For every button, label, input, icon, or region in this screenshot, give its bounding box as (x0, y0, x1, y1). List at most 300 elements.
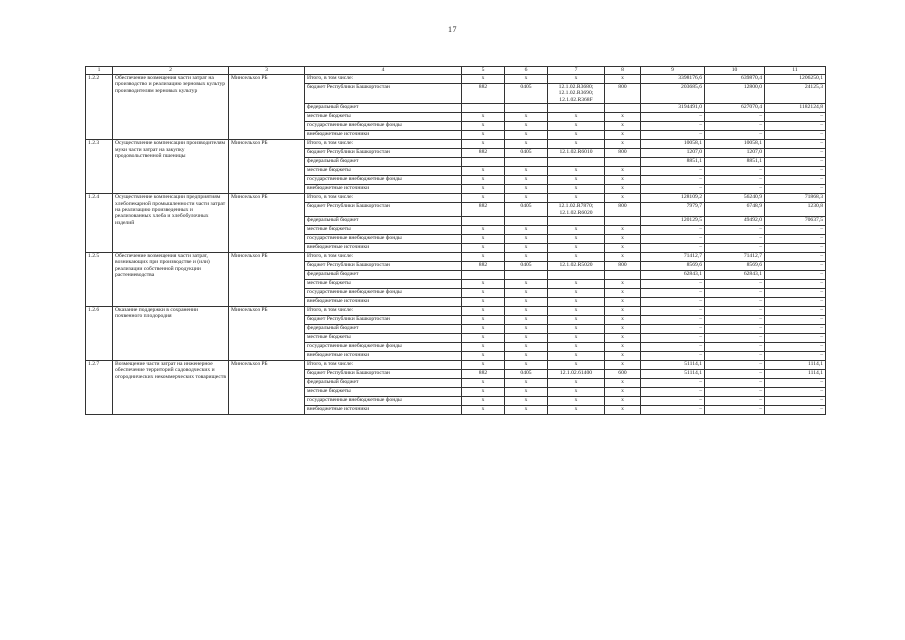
amount-year-2-cell: – (765, 280, 826, 289)
budget-code-cell: x (462, 226, 505, 235)
table-row (86, 75, 826, 84)
amount-year-2-cell: – (765, 388, 826, 397)
budget-code-cell: x (462, 334, 505, 343)
section-title: Обеспечение возмещения части затрат, возникающих при производстве и (или) реализации собственной продукции растениеводства (113, 253, 229, 307)
budget-code-cell: x (462, 113, 505, 122)
section-title: Оказание поддержки в сохранении почвенного плодородия (113, 307, 229, 361)
budget-code-cell: x (462, 235, 505, 244)
amount-total-cell: – (641, 352, 705, 361)
target-article-cell: x (548, 176, 605, 185)
column-number: 9 (641, 67, 705, 75)
expense-type-cell: x (605, 122, 641, 131)
target-article-cell: x (548, 122, 605, 131)
target-article-cell: x (548, 253, 605, 262)
funding-source: федеральный бюджет (305, 158, 462, 167)
budget-code-cell: x (462, 122, 505, 131)
column-number: 1 (86, 67, 113, 75)
amount-year-1-cell: – (705, 388, 765, 397)
budget-code-cell: x (462, 194, 505, 203)
section-number: 1.2.3 (86, 140, 113, 194)
funding-source: государственные внебюджетные фонды (305, 122, 462, 131)
expense-type-cell (605, 217, 641, 226)
budget-code-cell: 882 (462, 84, 505, 104)
target-article-cell: x (548, 334, 605, 343)
section-code-cell: x (505, 406, 548, 415)
amount-year-1-cell: – (705, 406, 765, 415)
amount-year-1-cell: – (705, 352, 765, 361)
amount-year-1-cell: – (705, 316, 765, 325)
amount-year-1-cell: – (705, 226, 765, 235)
section-code-cell: x (505, 113, 548, 122)
amount-year-2-cell: 1206250,1 (765, 75, 826, 84)
target-article-cell: x (548, 194, 605, 203)
section-number: 1.2.4 (86, 194, 113, 253)
target-article-cell (548, 217, 605, 226)
expense-type-cell: x (605, 397, 641, 406)
table-row (86, 194, 826, 203)
expense-type-cell: x (605, 140, 641, 149)
amount-year-2-cell: – (765, 253, 826, 262)
target-article-cell (548, 104, 605, 113)
amount-total-cell: – (641, 325, 705, 334)
expense-type-cell: 800 (605, 203, 641, 217)
target-article-cell: x (548, 352, 605, 361)
section-code-cell: x (505, 185, 548, 194)
amount-year-1-cell: – (705, 307, 765, 316)
funding-source: государственные внебюджетные фонды (305, 235, 462, 244)
amount-total-cell: – (641, 226, 705, 235)
funding-source: Итого, в том числе: (305, 194, 462, 203)
expense-type-cell: x (605, 352, 641, 361)
amount-total-cell: 71412,7 (641, 253, 705, 262)
budget-code-cell: x (462, 307, 505, 316)
budget-code-cell: 882 (462, 262, 505, 271)
target-article-cell: x (548, 361, 605, 370)
target-article-cell: 12.1.02.R7870; 12.1.02.R6020 (548, 203, 605, 217)
section-title: Возмещение части затрат на инженерное обеспечение территорий садоводческих и огороднических некоммерческих товариществ (113, 361, 229, 415)
funding-source: федеральный бюджет (305, 271, 462, 280)
section-code-cell (505, 271, 548, 280)
funding-source: местные бюджеты (305, 334, 462, 343)
section-code-cell: x (505, 167, 548, 176)
expense-type-cell: x (605, 131, 641, 140)
section-executor: Минсельхоз РБ (229, 194, 305, 253)
funding-source: местные бюджеты (305, 113, 462, 122)
amount-total-cell: – (641, 289, 705, 298)
amount-year-1-cell: – (705, 113, 765, 122)
funding-source: внебюджетные источники (305, 185, 462, 194)
expense-type-cell: x (605, 75, 641, 84)
funding-source: внебюджетные источники (305, 131, 462, 140)
target-article-cell: x (548, 406, 605, 415)
amount-year-1-cell: 12800,0 (705, 84, 765, 104)
budget-code-cell: x (462, 280, 505, 289)
amount-year-1-cell: – (705, 298, 765, 307)
expense-type-cell: x (605, 361, 641, 370)
amount-year-1-cell: – (705, 343, 765, 352)
section-code-cell: x (505, 343, 548, 352)
funding-source: бюджет Республики Башкортостан (305, 203, 462, 217)
section-title: Обеспечение возмещения части затрат на производство и реализацию зерновых культур производителям зерновых культур (113, 75, 229, 140)
amount-total-cell: – (641, 334, 705, 343)
target-article-cell: x (548, 113, 605, 122)
funding-source: бюджет Республики Башкортостан (305, 84, 462, 104)
budget-code-cell: x (462, 75, 505, 84)
section-code-cell: x (505, 379, 548, 388)
amount-year-2-cell: – (765, 149, 826, 158)
funding-source: государственные внебюджетные фонды (305, 343, 462, 352)
section-code-cell: 0405 (505, 370, 548, 379)
amount-year-2-cell: 70637,5 (765, 217, 826, 226)
amount-total-cell: – (641, 397, 705, 406)
expense-type-cell: x (605, 176, 641, 185)
amount-total-cell: – (641, 113, 705, 122)
amount-year-1-cell: – (705, 167, 765, 176)
target-article-cell: 12.1.02.61400 (548, 370, 605, 379)
target-article-cell (548, 158, 605, 167)
section-code-cell: x (505, 75, 548, 84)
budget-code-cell: x (462, 388, 505, 397)
section-code-cell: x (505, 298, 548, 307)
amount-year-2-cell: – (765, 158, 826, 167)
budget-code-cell (462, 217, 505, 226)
amount-total-cell: – (641, 379, 705, 388)
funding-source: местные бюджеты (305, 167, 462, 176)
budget-code-cell: x (462, 352, 505, 361)
section-code-cell: x (505, 194, 548, 203)
funding-source: Итого, в том числе: (305, 307, 462, 316)
expense-type-cell: x (605, 343, 641, 352)
target-article-cell: 12.1.02.R3680; 12.1.02.R3690; 12.1.02.R368F (548, 84, 605, 104)
amount-total-cell: – (641, 343, 705, 352)
section-code-cell: 0405 (505, 149, 548, 158)
target-article-cell: 12.1.02.R6010 (548, 149, 605, 158)
amount-year-2-cell: – (765, 226, 826, 235)
section-code-cell: x (505, 307, 548, 316)
amount-year-2-cell: – (765, 271, 826, 280)
amount-year-2-cell: – (765, 325, 826, 334)
budget-code-cell: 882 (462, 370, 505, 379)
section-code-cell: x (505, 361, 548, 370)
funding-source: федеральный бюджет (305, 217, 462, 226)
budget-code-cell (462, 271, 505, 280)
target-article-cell: x (548, 75, 605, 84)
amount-total-cell: – (641, 167, 705, 176)
expense-type-cell: x (605, 379, 641, 388)
section-code-cell: x (505, 316, 548, 325)
section-code-cell: x (505, 235, 548, 244)
section-code-cell: x (505, 122, 548, 131)
amount-year-1-cell: – (705, 379, 765, 388)
budget-code-cell: x (462, 361, 505, 370)
section-code-cell: 0405 (505, 262, 548, 271)
funding-source: местные бюджеты (305, 280, 462, 289)
target-article-cell: x (548, 226, 605, 235)
expense-type-cell: x (605, 194, 641, 203)
table-row (86, 361, 826, 370)
section-executor: Минсельхоз РБ (229, 75, 305, 140)
expense-type-cell (605, 104, 641, 113)
expense-type-cell: x (605, 235, 641, 244)
budget-code-cell: x (462, 253, 505, 262)
amount-year-2-cell: – (765, 406, 826, 415)
section-code-cell: x (505, 131, 548, 140)
budget-table (85, 66, 826, 415)
amount-year-1-cell: – (705, 370, 765, 379)
amount-total-cell: 10058,1 (641, 140, 705, 149)
budget-code-cell: x (462, 289, 505, 298)
expense-type-cell: x (605, 280, 641, 289)
funding-source: Итого, в том числе: (305, 361, 462, 370)
amount-year-2-cell: 24125,3 (765, 84, 826, 104)
amount-total-cell: – (641, 131, 705, 140)
amount-year-1-cell: – (705, 131, 765, 140)
funding-source: внебюджетные источники (305, 406, 462, 415)
target-article-cell: 12.1.02.R5020 (548, 262, 605, 271)
expense-type-cell: 800 (605, 149, 641, 158)
amount-total-cell: 3194491,0 (641, 104, 705, 113)
funding-source: бюджет Республики Башкортостан (305, 149, 462, 158)
funding-source: федеральный бюджет (305, 379, 462, 388)
column-number: 5 (462, 67, 505, 75)
section-number: 1.2.2 (86, 75, 113, 140)
budget-code-cell: x (462, 167, 505, 176)
amount-total-cell: 1207,0 (641, 149, 705, 158)
section-executor: Минсельхоз РБ (229, 253, 305, 307)
amount-total-cell: – (641, 185, 705, 194)
amount-year-2-cell: – (765, 289, 826, 298)
expense-type-cell: x (605, 289, 641, 298)
column-number: 6 (505, 67, 548, 75)
amount-year-1-cell: 6748,9 (705, 203, 765, 217)
funding-source: федеральный бюджет (305, 104, 462, 113)
budget-code-cell: x (462, 298, 505, 307)
expense-type-cell: x (605, 244, 641, 253)
amount-total-cell: – (641, 406, 705, 415)
amount-total-cell: 120129,5 (641, 217, 705, 226)
budget-code-cell: x (462, 379, 505, 388)
amount-year-1-cell: – (705, 235, 765, 244)
column-number: 2 (113, 67, 229, 75)
amount-total-cell: 8851,1 (641, 158, 705, 167)
funding-source: федеральный бюджет (305, 325, 462, 334)
section-code-cell: x (505, 280, 548, 289)
section-code-cell: x (505, 397, 548, 406)
expense-type-cell: x (605, 185, 641, 194)
amount-total-cell: 3398176,6 (641, 75, 705, 84)
target-article-cell: x (548, 325, 605, 334)
amount-year-1-cell: 639870,4 (705, 75, 765, 84)
amount-total-cell: 51114,1 (641, 370, 705, 379)
funding-source: бюджет Республики Башкортостан (305, 316, 462, 325)
budget-code-cell (462, 104, 505, 113)
target-article-cell: x (548, 397, 605, 406)
funding-source: внебюджетные источники (305, 352, 462, 361)
expense-type-cell: 800 (605, 262, 641, 271)
section-code-cell (505, 217, 548, 226)
funding-source: бюджет Республики Башкортостан (305, 262, 462, 271)
section-executor: Минсельхоз РБ (229, 140, 305, 194)
page-number: 17 (448, 25, 457, 34)
funding-source: Итого, в том числе: (305, 75, 462, 84)
column-number: 7 (548, 67, 605, 75)
funding-source: местные бюджеты (305, 388, 462, 397)
amount-year-1-cell: 627070,4 (705, 104, 765, 113)
table-row (86, 140, 826, 149)
target-article-cell: x (548, 379, 605, 388)
amount-year-1-cell: 56240,9 (705, 194, 765, 203)
funding-source: государственные внебюджетные фонды (305, 176, 462, 185)
column-number-row (86, 67, 826, 75)
section-executor: Минсельхоз РБ (229, 307, 305, 361)
target-article-cell: x (548, 307, 605, 316)
amount-year-1-cell: – (705, 289, 765, 298)
table-row (86, 307, 826, 316)
amount-total-cell: – (641, 244, 705, 253)
amount-year-1-cell: – (705, 334, 765, 343)
expense-type-cell: x (605, 298, 641, 307)
column-number: 8 (605, 67, 641, 75)
amount-total-cell: 62843,1 (641, 271, 705, 280)
amount-total-cell: – (641, 388, 705, 397)
amount-year-1-cell: – (705, 244, 765, 253)
column-number: 3 (229, 67, 305, 75)
budget-code-cell: x (462, 325, 505, 334)
budget-code-cell: x (462, 406, 505, 415)
amount-year-2-cell: – (765, 262, 826, 271)
funding-source: государственные внебюджетные фонды (305, 289, 462, 298)
amount-total-cell: – (641, 280, 705, 289)
section-code-cell: x (505, 388, 548, 397)
funding-source: внебюджетные источники (305, 244, 462, 253)
expense-type-cell: 800 (605, 84, 641, 104)
funding-source: Итого, в том числе: (305, 140, 462, 149)
expense-type-cell (605, 158, 641, 167)
section-code-cell: 0405 (505, 84, 548, 104)
target-article-cell: x (548, 140, 605, 149)
amount-total-cell: 8569,6 (641, 262, 705, 271)
amount-year-2-cell: – (765, 298, 826, 307)
amount-total-cell: – (641, 316, 705, 325)
amount-year-1-cell: 10058,1 (705, 140, 765, 149)
amount-year-2-cell: 1230,8 (765, 203, 826, 217)
section-code-cell: x (505, 352, 548, 361)
budget-code-cell: x (462, 244, 505, 253)
amount-year-2-cell: – (765, 176, 826, 185)
section-code-cell: x (505, 325, 548, 334)
target-article-cell: x (548, 298, 605, 307)
amount-year-1-cell: 1207,0 (705, 149, 765, 158)
budget-code-cell: x (462, 316, 505, 325)
section-title: Осуществление компенсации предприятиям хлебопекарной промышленности части затрат на реализацию произведенных и реализованных хлеба и хлебобулочных изделий (113, 194, 229, 253)
budget-code-cell: x (462, 131, 505, 140)
target-article-cell: x (548, 131, 605, 140)
expense-type-cell: x (605, 388, 641, 397)
amount-year-2-cell: – (765, 113, 826, 122)
table-row (86, 253, 826, 262)
budget-code-cell: 882 (462, 149, 505, 158)
budget-code-cell: x (462, 185, 505, 194)
amount-total-cell: 128109,2 (641, 194, 705, 203)
section-code-cell (505, 158, 548, 167)
amount-year-2-cell: 1114,1 (765, 361, 826, 370)
expense-type-cell: x (605, 406, 641, 415)
budget-code-cell: x (462, 140, 505, 149)
amount-year-1-cell: – (705, 361, 765, 370)
target-article-cell: x (548, 167, 605, 176)
amount-year-2-cell: – (765, 379, 826, 388)
target-article-cell: x (548, 316, 605, 325)
amount-year-2-cell: – (765, 185, 826, 194)
amount-total-cell: 203685,6 (641, 84, 705, 104)
column-number: 11 (765, 67, 826, 75)
funding-source: внебюджетные источники (305, 298, 462, 307)
section-code-cell: x (505, 253, 548, 262)
expense-type-cell: x (605, 113, 641, 122)
funding-source: государственные внебюджетные фонды (305, 397, 462, 406)
funding-source: местные бюджеты (305, 226, 462, 235)
expense-type-cell: 600 (605, 370, 641, 379)
target-article-cell: x (548, 185, 605, 194)
amount-year-2-cell: 1182124,8 (765, 104, 826, 113)
amount-total-cell: 51114,1 (641, 361, 705, 370)
expense-type-cell: x (605, 334, 641, 343)
funding-source: бюджет Республики Башкортостан (305, 370, 462, 379)
section-code-cell: 0405 (505, 203, 548, 217)
expense-type-cell: x (605, 325, 641, 334)
amount-year-2-cell: – (765, 343, 826, 352)
amount-year-2-cell: – (765, 167, 826, 176)
amount-total-cell: – (641, 122, 705, 131)
section-executor: Минсельхоз РБ (229, 361, 305, 415)
amount-year-2-cell: – (765, 307, 826, 316)
amount-year-2-cell: 1114,1 (765, 370, 826, 379)
section-code-cell: x (505, 289, 548, 298)
expense-type-cell (605, 271, 641, 280)
amount-year-1-cell: – (705, 185, 765, 194)
amount-year-2-cell: – (765, 140, 826, 149)
amount-total-cell: 7979,7 (641, 203, 705, 217)
amount-year-2-cell: – (765, 334, 826, 343)
target-article-cell: x (548, 388, 605, 397)
section-code-cell: x (505, 140, 548, 149)
budget-code-cell: x (462, 397, 505, 406)
section-code-cell: x (505, 176, 548, 185)
funding-source: Итого, в том числе: (305, 253, 462, 262)
amount-year-1-cell: – (705, 176, 765, 185)
amount-year-1-cell: 71412,7 (705, 253, 765, 262)
budget-code-cell: x (462, 343, 505, 352)
amount-total-cell: – (641, 235, 705, 244)
section-number: 1.2.5 (86, 253, 113, 307)
amount-year-2-cell: – (765, 244, 826, 253)
amount-total-cell: – (641, 298, 705, 307)
section-code-cell (505, 104, 548, 113)
budget-code-cell (462, 158, 505, 167)
amount-year-1-cell: – (705, 325, 765, 334)
amount-year-1-cell: – (705, 397, 765, 406)
section-title: Осуществление компенсации производителям муки части затрат на закупку продовольственной пшеницы (113, 140, 229, 194)
amount-total-cell: – (641, 307, 705, 316)
section-code-cell: x (505, 226, 548, 235)
amount-year-1-cell: 49492,0 (705, 217, 765, 226)
budget-code-cell: 882 (462, 203, 505, 217)
table-body (86, 75, 826, 415)
amount-year-2-cell: – (765, 122, 826, 131)
amount-year-2-cell: – (765, 131, 826, 140)
target-article-cell: x (548, 343, 605, 352)
amount-year-1-cell: 62843,1 (705, 271, 765, 280)
